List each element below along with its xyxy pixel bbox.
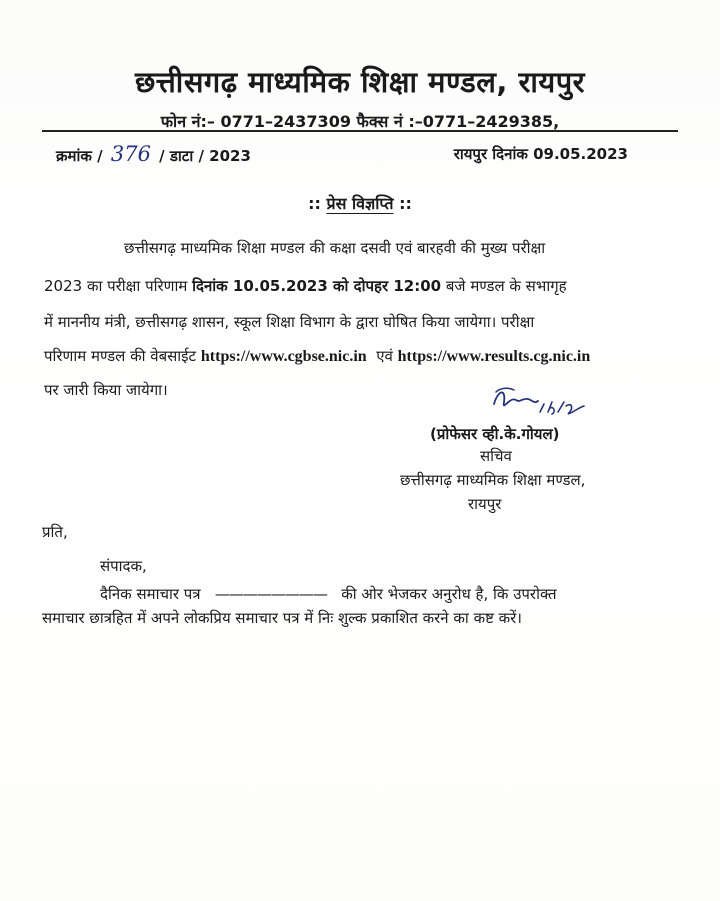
heading-text: प्रेस विज्ञप्ति: [326, 194, 394, 213]
signatory-organisation: छत्तीसगढ़ माध्यमिक शिक्षा मण्डल,: [400, 471, 586, 489]
reference-number: [56, 142, 251, 166]
board-title: छत्तीसगढ़ माध्यमिक शिक्षा मण्डल, रायपुर: [134, 65, 586, 99]
addressee-editor: संपादक,: [100, 557, 147, 575]
addressee-line-1: [100, 584, 557, 604]
website-link-cgbse[interactable]: https://www.cgbse.nic.in: [200, 348, 367, 365]
addressee-to: प्रति,: [42, 523, 68, 541]
body-line-4-a: परिणाम मण्डल की वेबसाईट: [44, 347, 197, 365]
body-line-2-a: 2023 का परीक्षा परिणाम: [44, 277, 188, 295]
contact-line: फोन नं:– 0771–2437309 फैक्स नं :–0771–2429385,: [160, 112, 560, 131]
body-line-1: छत्तीसगढ़ माध्यमिक शिक्षा मण्डल की कक्षा दसवी एवं बारहवी की मुख्य परीक्षा: [124, 239, 546, 257]
reference-handwritten-number: 376: [110, 142, 151, 166]
reference-prefix: क्रमांक /: [56, 147, 103, 165]
website-link-results[interactable]: https://www.results.cg.nic.in: [397, 348, 591, 365]
newspaper-name-blank: ————————: [214, 585, 327, 603]
signatory-city: रायपुर: [468, 495, 502, 513]
place-date: रायपुर दिनांक 09.05.2023: [453, 145, 628, 163]
body-line-2: [44, 276, 644, 296]
handwritten-signature: [488, 382, 598, 424]
body-line-3: में माननीय मंत्री, छत्तीसगढ़ शासन, स्कूल शिक्षा विभाग के द्वारा घोषित किया जायेगा। परीक्षा: [44, 313, 535, 331]
addressee-line-2: समाचार छात्रहित में अपने लोकप्रिय समाचार पत्र में निः शुल्क प्रकाशित करने का कष्ट करें।: [42, 609, 522, 627]
addressee-line-1-a: दैनिक समाचार पत्र: [100, 585, 201, 603]
body-line-4-b: एवं: [376, 347, 393, 365]
body-line-4: [44, 346, 644, 366]
signatory-designation: सचिव: [480, 447, 512, 465]
reference-suffix: / डाटा / 2023: [159, 147, 251, 165]
result-date-time: दिनांक 10.05.2023 को दोपहर 12:00: [192, 277, 442, 295]
body-line-5: पर जारी किया जायेगा।: [44, 381, 168, 399]
header-divider: [42, 130, 678, 132]
press-release-heading: [0, 192, 720, 214]
heading-left-marker: ::: [308, 194, 321, 213]
addressee-line-1-b: की ओर भेजकर अनुरोध है, कि उपरोक्त: [341, 585, 557, 603]
heading-right-marker: ::: [399, 194, 412, 213]
body-line-2-c: बजे मण्डल के सभागृह: [445, 277, 567, 295]
signatory-name: (प्रोफेसर व्ही.के.गोयल): [430, 425, 560, 443]
